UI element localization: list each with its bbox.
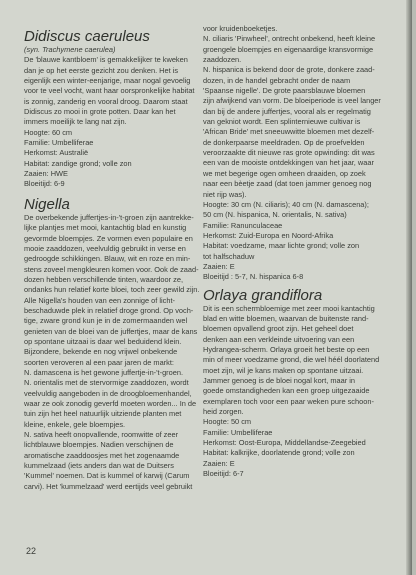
text-line: niet rijp was). <box>203 189 247 199</box>
text-line: dozen, in de handel gebracht onder de naam <box>203 75 351 85</box>
section-body-didiscus <box>24 45 201 190</box>
text-line: veroorzaakte dit nieuwe ras grote opwinding: dit was <box>203 148 375 158</box>
text-line: zaaddozen. <box>203 55 242 65</box>
text-line: carvi). Het 'kummelzaad' werd eertijds veel gebruikt <box>24 481 193 491</box>
text-line: heid zorgen. <box>203 407 244 417</box>
text-line: Familie: Umbelliferae <box>24 138 94 148</box>
right-column <box>203 0 391 479</box>
top-margin <box>203 0 391 24</box>
text-line: Zaaien: E <box>203 261 235 271</box>
text-line: blad en witte bloemen, waarvan de buitenste rand- <box>203 313 369 323</box>
text-line: groengele bloempjes en eigenaardige kransvormige <box>203 44 374 54</box>
section-body-nigella-continued <box>203 24 391 283</box>
text-line: Zaaien: HWE <box>24 169 68 179</box>
text-line: Zaaien: E <box>203 458 235 468</box>
text-line: op spontane uitzaai is daar wel beduidend klein. <box>24 336 182 346</box>
text-line: ondanks hun relatief korte bloei, toch zeer gewild zijn. <box>24 285 200 295</box>
text-line: veelvuldig aangeboden in de droogbloemenhandel, <box>24 388 192 398</box>
text-line: Habitat: kalkrijke, doorlatende grond; volle zon <box>203 448 355 458</box>
top-margin <box>24 0 201 28</box>
section-title-orlaya: Orlaya grandiflora <box>203 286 323 304</box>
text-line: dozen hebben verschillende tinten, waardoor ze, <box>24 274 184 284</box>
text-line: de donkerpaarse meeldraden. Op de proefvelden <box>203 137 365 147</box>
text-line: goede omstandigheden kan een groep uitgezaaide <box>203 386 370 396</box>
text-line: immers moeilijk te lang nat zijn. <box>24 117 127 127</box>
text-line: Herkomst: Australië <box>24 148 89 158</box>
text-line: Hoogte: 30 cm (N. ciliaris); 40 cm (N. damascena); <box>203 199 369 209</box>
text-line: bloemen opvallend groot zijn. Het geheel doet <box>203 324 354 334</box>
section-body-nigella <box>24 213 201 492</box>
text-line: voor te veel vocht, want haar oorspronkelijke habitat <box>24 86 195 96</box>
text-line: beschaduwde plek in relatief droge grond. Op voch- <box>24 305 194 315</box>
text-line: Hoogte: 60 cm <box>24 127 73 137</box>
text-line: Herkomst: Zuid-Europa en Noord-Afrika <box>203 230 334 240</box>
text-line: Alle Nigella's houden van een zonnige of licht- <box>24 295 175 305</box>
text-line: Habitat: voedzame, maar lichte grond; volle zon <box>203 241 360 251</box>
text-line: gevormde bloempjes. Ze vormen even populaire en <box>24 233 193 243</box>
text-line: naar een bèetje zaad (dat toen jammer genoeg nog <box>203 179 372 189</box>
text-line: gedroogde schikkingen. Blauw, wit en roze en min- <box>24 254 191 264</box>
text-line: exemplaren toch voor een paar weken pure schoon- <box>203 396 374 406</box>
text-line: stens zoveel mengkleuren komen voor. Ook de zaad- <box>24 264 199 274</box>
left-column <box>24 0 201 492</box>
text-line: Bloeitijd: 6-9 <box>24 179 65 189</box>
text-line: tot halfschaduw <box>203 251 255 261</box>
text-line: Herkomst: Oost-Europa, Middellandse-Zeegebied <box>203 438 366 448</box>
text-line: min of meer voedzame grond, die wel héél doorlatend <box>203 355 380 365</box>
text-line: Bijzondere, bekende en nog vrijwel onbekende <box>24 347 178 357</box>
text-line: lijke plantjes met mooi, kantachtig blad en kunstig <box>24 223 187 233</box>
text-line: kummelzaad (iets anders dan wat de Duitsers <box>24 461 174 471</box>
text-line: eigenlijk een winter-eenjarige, maar nogal gevoelig <box>24 76 191 86</box>
text-line: Habitat: zandige grond; volle zon <box>24 158 132 168</box>
text-line: we met begerige ogen omheen draaiden, op zoek <box>203 168 366 178</box>
text-line: dan bij de andere juffertjes, vooral als er regelmatig <box>203 106 371 116</box>
section-title-nigella: Nigella <box>24 195 70 213</box>
text-line: N. damascena is het gewone juffertje-in-'t-groen. <box>24 367 184 377</box>
text-line: Hoogte: 50 cm <box>203 417 252 427</box>
section-body-orlaya <box>203 304 391 480</box>
text-line: tige, zware grond kun je in de zomermaanden wel <box>24 316 188 326</box>
section-title-didiscus: Didiscus caeruleus <box>24 28 150 45</box>
text-line: moet zijn, wil je kans maken op spontane uitzaai. <box>203 365 364 375</box>
text-line: Familie: Umbelliferae <box>203 427 273 437</box>
page-number: 22 <box>26 546 37 556</box>
text-line: soorten veroveren al een paar jaren de markt: <box>24 357 174 367</box>
text-line: Hydrangea-scherm. Orlaya groeit het beste op een <box>203 344 370 354</box>
text-line: De overbekende juffertjes-in-'t-groen zijn aantrekke- <box>24 212 194 222</box>
text-line: N. ciliaris 'Pinwheel', ontrecht onbekend, heeft kleine <box>203 34 376 44</box>
text-line: mooie zaaddozen, veelvuldig gebruikt in verse en <box>24 243 186 253</box>
text-line: aromatische zaaddoosjes met het zogenaamde <box>24 450 180 460</box>
text-line: lichtblauwe bloempjes. Nadien verschijnen de <box>24 440 174 450</box>
text-line: een van de mooiste ontdekkingen van het jaar, waar <box>203 158 374 168</box>
text-line: waar ze ook zonodig geverfd moeten worden... In de <box>24 399 197 408</box>
text-line: N. hispanica is bekend door de grote, donkere zaad- <box>203 65 375 75</box>
text-line: voor kruidenboeketjes. <box>203 24 278 33</box>
text-line: Bloeitijd : 5-7, N. hispanica 6-8 <box>203 272 304 282</box>
text-line: Bloeitijd: 6-7 <box>203 469 244 479</box>
text-line: (syn. Trachymene caerulea) <box>24 45 116 54</box>
text-line: 50 cm (N. hispanica, N. orientalis, N. sativa) <box>203 210 347 220</box>
text-line: denken aan een verkleinde uitvoering van een <box>203 334 355 344</box>
text-line: is zonnig, zanderig en vooral droog. Daarom staat <box>24 96 188 106</box>
book-spine-shadow <box>406 0 412 575</box>
text-line: N. sativa heeft onopvallende, roomwitte of zeer <box>24 430 179 440</box>
text-line: kleine, enkele, gele bloempjes. <box>24 419 126 429</box>
text-line: Dit is een schermbloemige met zeer mooi kantachtig <box>203 303 375 313</box>
text-line: dan je op het eerste gezicht zou denken. Het is <box>24 65 179 75</box>
text-line: 'African Bride' met sneeuwwitte bloemen met dezelf- <box>203 127 375 137</box>
text-line: N. orientalis met de stervormige zaaddozen, wordt <box>24 378 189 388</box>
text-line: 'Spaanse nigelle'. De grote paarsblauwe bloemen <box>203 86 366 96</box>
text-line: tuin zijn het heel natuurlijk uitziende planten met <box>24 409 182 419</box>
text-line: genieten van de bloei van de juffertjes, maar de kans <box>24 326 198 336</box>
text-line: 'Kummel' noemen. Dat is kummel of karwij (Carum <box>24 471 190 481</box>
text-line: De 'blauwe kantbloem' is gemakkelijker te kweken <box>24 55 188 65</box>
text-line: Familie: Ranunculaceae <box>203 220 283 230</box>
text-line: Didiscus zo mooi in grote potten. Daar kan het <box>24 107 176 117</box>
text-line: van gekniot wordt. Een splinternieuwe cultivar is <box>203 117 361 127</box>
text-line: Jammer genoeg is de bloei nogal kort, maar in <box>203 376 355 385</box>
text-line: zijn afwijkend van vorm. De bloeiperiode is veel langer <box>203 96 381 106</box>
